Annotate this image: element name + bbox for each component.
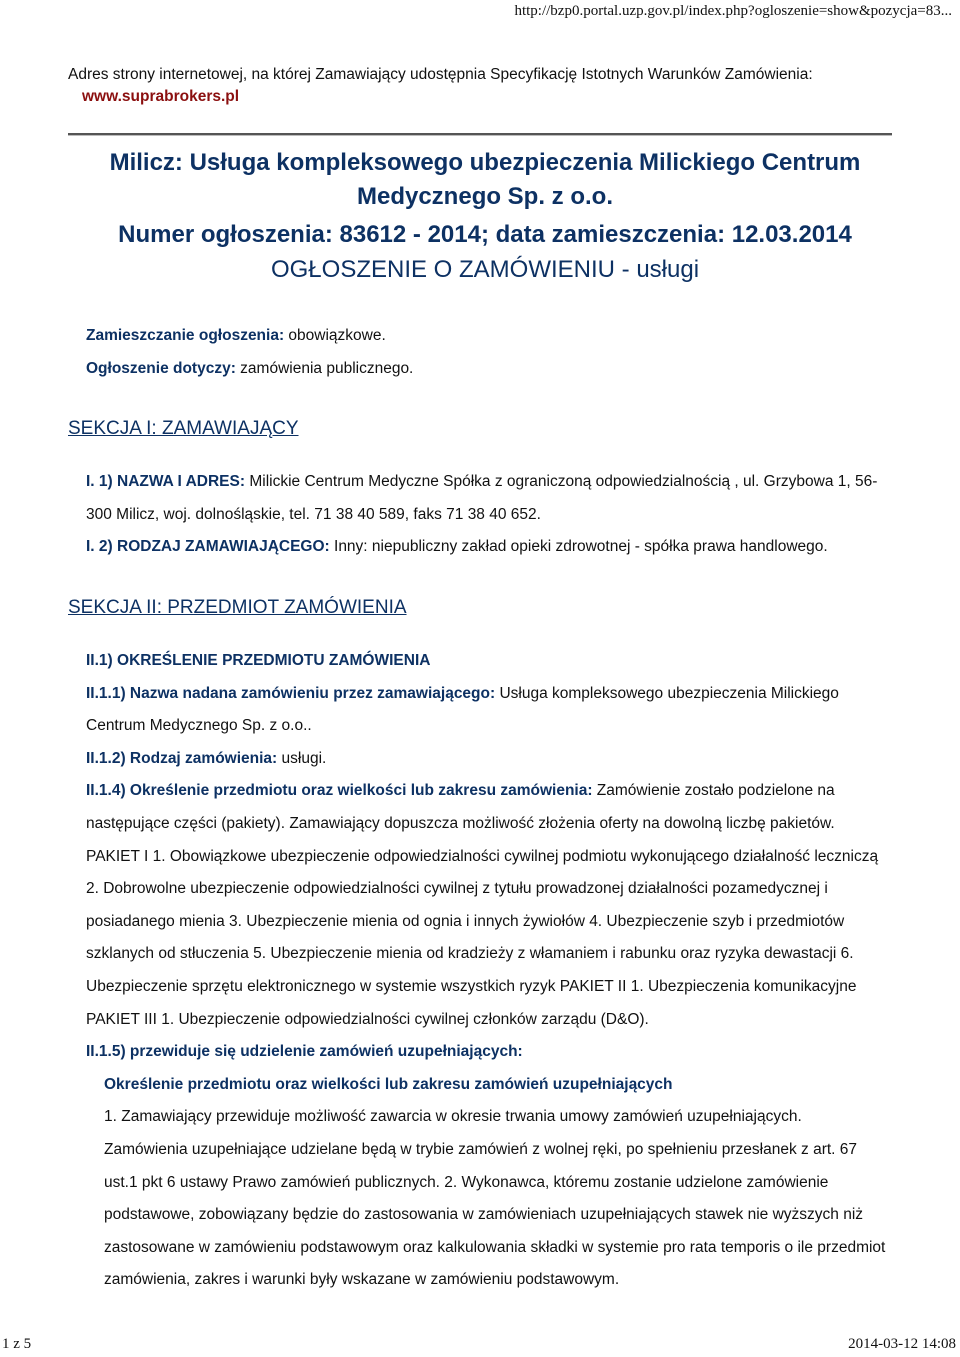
supplementary-text: 1. Zamawiający przewiduje możliwość zawarcia w okresie trwania umowy zamówień uzupełniających. Zamówienia uzupełniające udzielane będą w trybie zamówień z wolnej ręki, po spełnieniu przesłanek z art. 67 ust.1 pkt 6 ustawy Prawo zamówień publicznych. 2. Wykonawca, któremu zostanie udzielone zamówienie podstawowe, zobowiązany będzie do zastosowania w zamówieniach uzupełniających stawek nie wyższych niż zastosowane w zamówieniu podstawowym oraz kalkulowania składki w systemie pro rata temporis o ile przedmiot zamówienia, zakres i warunki były wskazane w zamówieniu podstawowym. (104, 1108, 886, 1289)
order-name-value: Usługa kompleksowego ubezpieczenia Milickiego Centrum Medycznego Sp. z o.o.. (86, 684, 839, 735)
placement-label: Zamieszczanie ogłoszenia: (86, 327, 285, 344)
section-2-body (86, 645, 886, 1297)
print-datetime: 2014-03-12 14:08 (848, 1336, 956, 1352)
section-1-heading: SEKCJA I: ZAMAWIAJĄCY (68, 418, 299, 439)
order-scope-value: Zamówienie zostało podzielone na następujące części (pakiety). Zamawiający dopuszcza możliwość złożenia oferty na dowolną liczbę pakietów. PAKIET I 1. Obowiązkowe ubezpieczenie odpowiedzialności cywilnej podmiotu wykonującego działalność leczniczą 2. Dobrowolne ubezpieczenie odpowiedzialności cywilnej z tytułu prowadzonej działalności pozamedycznej i posiadanego mienia 3. Ubezpieczenie mienia od ognia i innych żywiołów 4. Ubezpieczenie szyb i przedmiotów szklanych od stłuczenia 5. Ubezpieczenie mienia od kradzieży z włamaniem i rabunku oraz ryzyka dewastacji 6. Ubezpieczenie sprzętu elektronicznego w systemie wszystkich ryzyk PAKIET II 1. Ubezpieczenia komunikacyjne PAKIET III 1. Ubezpieczenie odpowiedzialności cywilnej członków zarządu (D&O). (86, 782, 879, 1028)
notice-title (60, 146, 910, 286)
meta-block (86, 320, 886, 385)
divider (68, 133, 892, 136)
subject-heading: II.1) OKREŚLENIE PRZEDMIOTU ZAMÓWIENIA (86, 652, 431, 669)
page-url: http://bzp0.portal.uzp.gov.pl/index.php?ogloszenie=show&pozycja=83... (514, 3, 952, 19)
title-line-3: OGŁOSZENIE O ZAMÓWIENIU - usługi (270, 256, 700, 283)
order-kind-label: II.1.2) Rodzaj zamówienia: (86, 749, 278, 767)
site-link[interactable]: www.suprabrokers.pl (82, 88, 240, 105)
page-counter: 1 z 5 (2, 1336, 32, 1352)
placement-value: obowiązkowe. (284, 327, 386, 344)
contracting-type-value: Inny: niepubliczny zakład opieki zdrowotnej - spółka prawa handlowego. (329, 538, 828, 556)
concerns-value: zamówienia publicznego. (235, 359, 414, 377)
name-address-value: Milickie Centrum Medyczne Spółka z ograniczoną odpowiedzialnością , ul. Grzybowa 1, 56-300 Milicz, woj. dolnośląskie, tel. 71 38 40 589, faks 71 38 40 652. (86, 473, 878, 523)
title-line-1: Milicz: Usługa kompleksowego ubezpieczenia Milickiego Centrum Medycznego Sp. z o.o. (109, 149, 861, 210)
section-2-heading: SEKCJA II: PRZEDMIOT ZAMÓWIENIA (68, 597, 407, 618)
intro-text: Adres strony internetowej, na której Zamawiający udostępnia Specyfikację Istotnych Warunków Zamówienia: (68, 66, 813, 83)
title-line-2: Numer ogłoszenia: 83612 - 2014; data zamieszczenia: 12.03.2014 (118, 221, 852, 248)
contracting-type-label: I. 2) RODZAJ ZAMAWIAJĄCEGO: (86, 538, 330, 556)
supplementary-block (104, 1069, 886, 1297)
supplementary-label: II.1.5) przewiduje się udzielenie zamówień uzupełniających: (86, 1043, 523, 1061)
order-scope-label: II.1.4) Określenie przedmiotu oraz wielkości lub zakresu zamówienia: (86, 782, 593, 800)
order-name-label: II.1.1) Nazwa nadana zamówieniu przez zamawiającego: (86, 684, 496, 702)
supplementary-heading: Określenie przedmiotu oraz wielkości lub zakresu zamówień uzupełniających (104, 1075, 673, 1093)
concerns-label: Ogłoszenie dotyczy: (86, 359, 236, 377)
order-kind-value: usługi. (277, 749, 327, 767)
name-address-label: I. 1) NAZWA I ADRES: (86, 473, 246, 490)
section-1-body (86, 466, 886, 564)
siwz-address (68, 64, 948, 108)
